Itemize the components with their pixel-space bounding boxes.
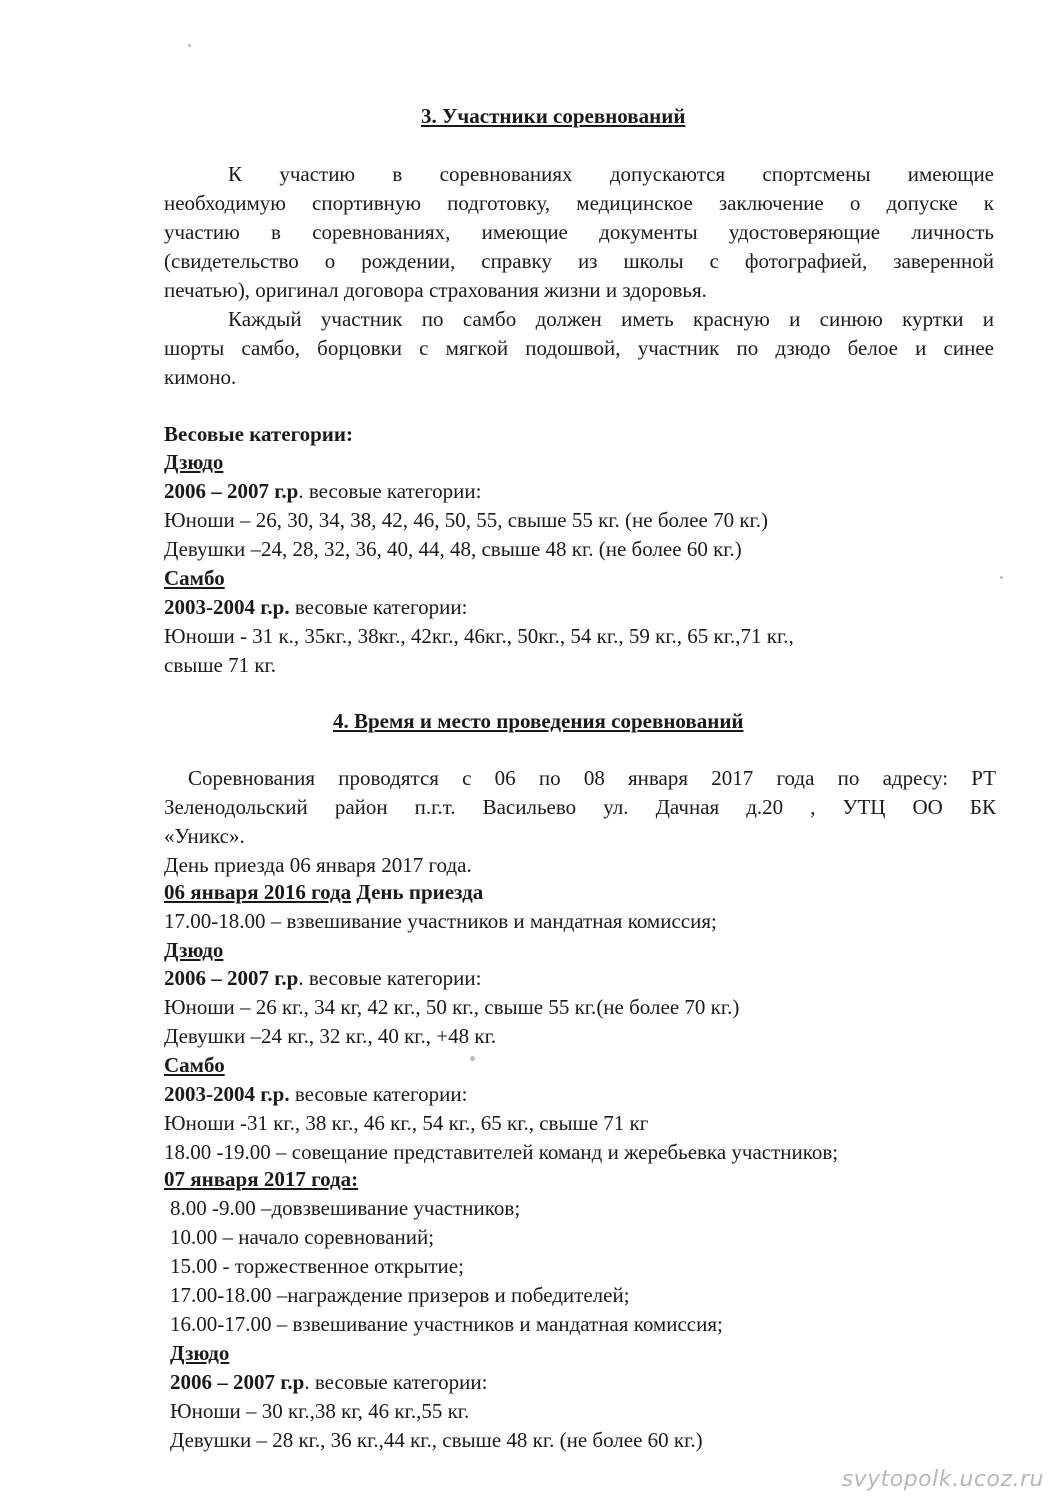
judo-boys: Юноши – 26, 30, 34, 38, 42, 46, 50, 55, свыше 55 кг. (не более 70 кг.) — [164, 508, 769, 532]
sambo-years-line — [164, 593, 467, 621]
schedule-item: 17.00-18.00 –награждение призеров и победителей; — [170, 1283, 630, 1307]
schedule-item: 17.00-18.00 – взвешивание участников и мандатная комиссия; — [164, 909, 717, 933]
judo-years-line — [170, 1368, 487, 1396]
schedule-item: 15.00 - торжественное открытие; — [170, 1254, 464, 1278]
judo-girls: Девушки –24 кг., 32 кг., 40 кг., +48 кг. — [164, 1024, 497, 1048]
scan-speck — [188, 44, 191, 47]
judo-boys — [164, 993, 739, 1021]
schedule-item: 8.00 -9.00 –довзвешивание участников; — [170, 1196, 521, 1220]
judo-label: Дзюдо — [170, 1341, 230, 1365]
paragraph-line: печатью), оригинал договора страхования жизни и здоровья. — [164, 278, 707, 302]
day2-heading: 07 января 2017 года: — [164, 1167, 359, 1191]
paragraph-line: шорты самбо, борцовки с мягкой подошвой, участник по дзюдо белое и синее — [164, 336, 994, 360]
judo-boys-weights: Юноши – 26 кг., 34 кг, 42 кг., 50 кг., свыше 55 кг. — [164, 995, 597, 1019]
day1-heading-line — [164, 878, 483, 906]
sambo-years-line — [164, 1080, 467, 1108]
judo-years-line — [164, 964, 481, 992]
arrival-line: День приезда 06 января 2017 года. — [164, 853, 472, 877]
sambo-boys: Юноши - 31 к., 35кг., 38кг., 42кг., 46кг., 50кг., 54 кг., 59 кг., 65 кг.,71 кг., — [164, 624, 794, 648]
judo-label: Дзюдо — [164, 938, 224, 962]
paragraph-line: участию в соревнованиях, имеющие документы удостоверяющие личность — [164, 220, 994, 244]
schedule-item: 18.00 -19.00 – совещание представителей команд и жеребьевка участников; — [164, 1140, 839, 1164]
paragraph-line: кимоно. — [164, 365, 237, 389]
sambo-years: 2003-2004 г.р. — [164, 595, 290, 619]
section-4-title: 4. Время и место проведения соревнований — [333, 709, 744, 733]
sambo-boys-cont: свыше 71 кг. — [164, 653, 277, 677]
judo-years-rest: . весовые категории: — [298, 966, 482, 990]
paragraph-line: «Уникс». — [164, 824, 245, 848]
paragraph-line: К участию в соревнованиях допускаются спортсмены имеющие — [228, 162, 994, 186]
schedule-item: 16.00-17.00 – взвешивание участников и мандатная комиссия; — [170, 1312, 723, 1336]
section-3-title: 3. Участники соревнований — [421, 104, 686, 128]
judo-years-rest: . весовые категории: — [304, 1370, 488, 1394]
sambo-label: Самбо — [164, 566, 225, 590]
paragraph-line: Каждый участник по самбо должен иметь красную и синюю куртки и — [228, 307, 994, 331]
judo-boys-limit: (не более 70 кг.) — [596, 995, 740, 1019]
judo-years: 2006 – 2007 г.р — [164, 966, 299, 990]
judo-girls: Девушки –24, 28, 32, 36, 40, 44, 48, свыше 48 кг. (не более 60 кг.) — [164, 537, 742, 561]
paragraph-line: Соревнования проводятся с 06 по 08 января 2017 года по адресу: РТ — [188, 766, 996, 790]
sambo-years: 2003-2004 г.р. — [164, 1082, 290, 1106]
sambo-label: Самбо — [164, 1053, 225, 1077]
scan-speck — [470, 1056, 475, 1061]
paragraph-line: необходимую спортивную подготовку, медицинское заключение о допуске к — [164, 191, 994, 215]
day1-date: 06 января 2016 года — [164, 880, 352, 904]
paragraph-line: (свидетельство о рождении, справку из школы с фотографией, заверенной — [164, 249, 994, 273]
judo-years: 2006 – 2007 г.р — [170, 1370, 305, 1394]
judo-label: Дзюдо — [164, 450, 224, 474]
scan-speck — [1000, 576, 1003, 579]
sambo-years-rest: весовые категории: — [289, 595, 468, 619]
day1-heading-rest: День приезда — [351, 880, 484, 904]
sambo-boys: Юноши -31 кг., 38 кг., 46 кг., 54 кг., 65 кг., свыше 71 кг — [164, 1111, 649, 1135]
judo-girls: Девушки – 28 кг., 36 кг.,44 кг., свыше 48 кг. (не более 60 кг.) — [170, 1428, 703, 1452]
sambo-years-rest: весовые категории: — [289, 1082, 468, 1106]
judo-boys: Юноши – 30 кг.,38 кг, 46 кг.,55 кг. — [170, 1399, 470, 1423]
watermark: svytopolk.ucoz.ru — [841, 1467, 1044, 1492]
schedule-item: 10.00 – начало соревнований; — [170, 1225, 435, 1249]
judo-years-rest: . весовые категории: — [298, 479, 482, 503]
judo-years: 2006 – 2007 г.р — [164, 479, 299, 503]
weights-heading: Весовые категории: — [164, 422, 353, 446]
paragraph-line: Зеленодольский район п.г.т. Васильево ул. Дачная д.20 , УТЦ ОО БК — [164, 795, 996, 819]
judo-years-line — [164, 477, 481, 505]
